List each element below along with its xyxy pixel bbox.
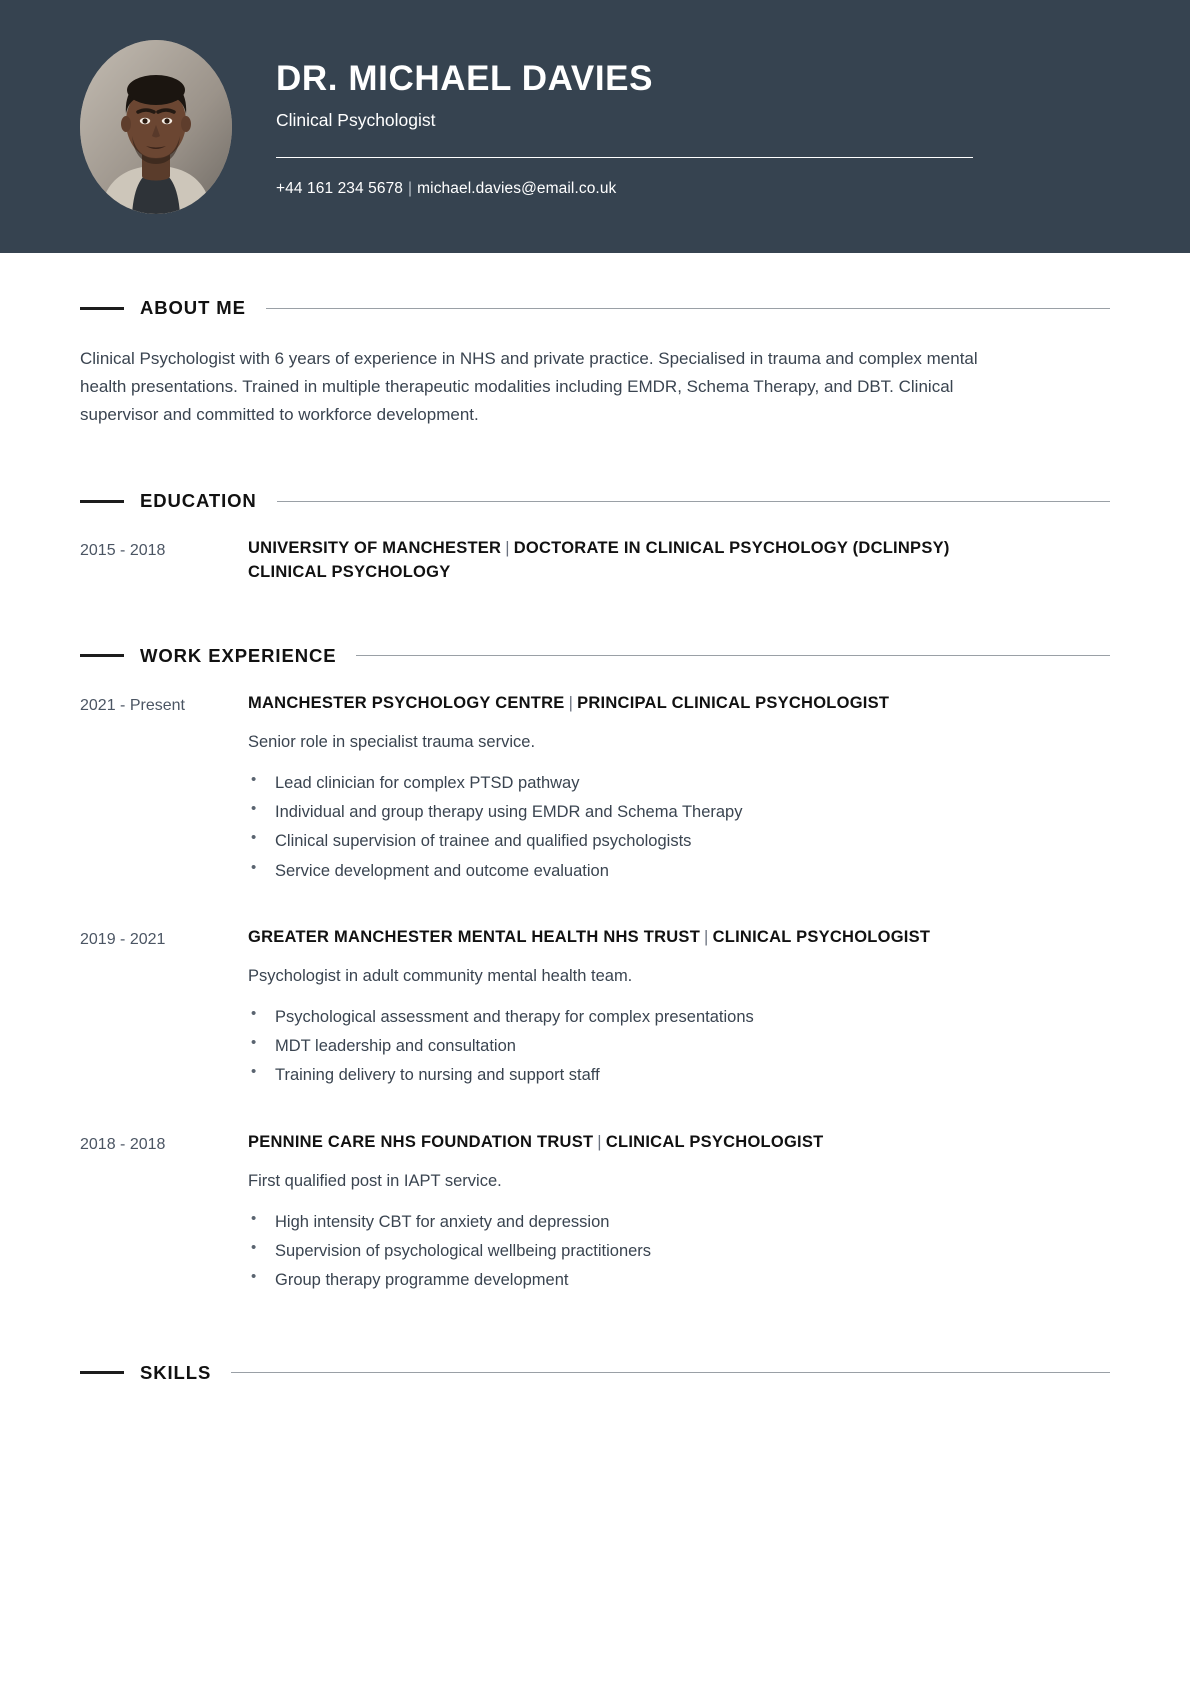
work-description: Senior role in specialist trauma service. (248, 732, 536, 751)
resume-body (0, 297, 1190, 1384)
list-item: • Individual and group therapy using EMDR and Schema Therapy (248, 798, 1110, 827)
about-paragraph: Clinical Psychologist with 6 years of experience in NHS and private practice. Specialised in trauma and complex mental health presentations. Trained in multiple therapeutic modalities including EMDR, Schema Therapy, and DBT. Clinical supervisor and committed to workforce development. (80, 349, 978, 425)
resume-header (0, 0, 1190, 253)
education-entry (80, 537, 1110, 585)
work-title-separator: | (704, 928, 709, 947)
education-dates: 2015 - 2018 (80, 542, 166, 560)
section-title-work: WORK EXPERIENCE (140, 644, 337, 666)
work-dates: 2019 - 2021 (80, 931, 166, 949)
list-item: • Service development and outcome evaluation (248, 857, 1110, 886)
work-dates: 2018 - 2018 (80, 1135, 166, 1153)
header-text-block (276, 55, 1190, 197)
education-degree: DOCTORATE IN CLINICAL PSYCHOLOGY (DCLINPSY) (513, 539, 950, 558)
section-dash-icon (80, 500, 124, 503)
section-header-work (80, 645, 1110, 667)
work-description: First qualified post in IAPT service. (248, 1171, 502, 1190)
work-employer: GREATER MANCHESTER MENTAL HEALTH NHS TRUST (248, 928, 701, 947)
section-rule (356, 655, 1110, 656)
education-title (248, 537, 1110, 561)
work-dates: 2021 - Present (80, 696, 185, 714)
education-title-separator: | (505, 539, 510, 558)
list-item: • Clinical supervision of trainee and qualified psychologists (248, 827, 1110, 856)
work-position: CLINICAL PSYCHOLOGIST (712, 928, 931, 947)
work-description: Psychologist in adult community mental health team. (248, 967, 633, 986)
work-title (248, 926, 1110, 950)
list-item: • Group therapy programme development (248, 1266, 1110, 1295)
work-bullet-list (248, 769, 1110, 886)
list-item: • Lead clinician for complex PTSD pathway (248, 769, 1110, 798)
section-rule (266, 308, 1110, 309)
work-position: CLINICAL PSYCHOLOGIST (605, 1132, 824, 1151)
work-title-separator: | (568, 693, 574, 712)
section-title-skills: SKILLS (140, 1361, 212, 1383)
education-field: CLINICAL PSYCHOLOGY (248, 563, 451, 582)
contact-separator: | (408, 179, 413, 197)
avatar (80, 40, 232, 214)
list-item: • Psychological assessment and therapy for complex presentations (248, 1003, 1110, 1032)
work-bullet-list (248, 1003, 1110, 1091)
job-title: Clinical Psychologist (276, 109, 436, 130)
work-details (248, 1131, 1110, 1296)
education-institution: UNIVERSITY OF MANCHESTER (248, 539, 502, 558)
section-dash-icon (80, 654, 124, 657)
work-employer: MANCHESTER PSYCHOLOGY CENTRE (248, 693, 565, 712)
work-title (248, 692, 1110, 716)
work-title-separator: | (597, 1132, 602, 1151)
list-item: • MDT leadership and consultation (248, 1032, 1110, 1061)
work-details (248, 692, 1110, 886)
work-entry (80, 1131, 1110, 1296)
work-employer: PENNINE CARE NHS FOUNDATION TRUST (248, 1132, 594, 1151)
page-title: DR. MICHAEL DAVIES (276, 59, 654, 99)
work-entry (80, 926, 1110, 1091)
section-rule (231, 1372, 1110, 1373)
work-bullet-list (248, 1208, 1110, 1296)
contact-line (276, 180, 1190, 198)
work-details (248, 926, 1110, 1091)
section-rule (277, 501, 1110, 502)
section-title-about: ABOUT ME (140, 297, 246, 318)
work-entry (80, 692, 1110, 886)
list-item: • High intensity CBT for anxiety and depression (248, 1208, 1110, 1237)
section-header-skills (80, 1362, 1110, 1384)
section-header-education (80, 490, 1110, 512)
section-title-education: EDUCATION (140, 490, 257, 512)
section-dash-icon (80, 307, 124, 310)
email-address: michael.davies@email.co.uk (417, 179, 617, 197)
phone-number: +44 161 234 5678 (276, 179, 404, 197)
work-title (248, 1131, 1110, 1155)
header-divider (276, 157, 973, 158)
section-header-about (80, 297, 1110, 319)
work-position: PRINCIPAL CLINICAL PSYCHOLOGIST (577, 693, 890, 712)
list-item: • Training delivery to nursing and support staff (248, 1061, 1110, 1090)
portrait-photo (80, 40, 232, 214)
section-dash-icon (80, 1371, 124, 1374)
education-details (248, 537, 1110, 585)
list-item: • Supervision of psychological wellbeing practitioners (248, 1237, 1110, 1266)
